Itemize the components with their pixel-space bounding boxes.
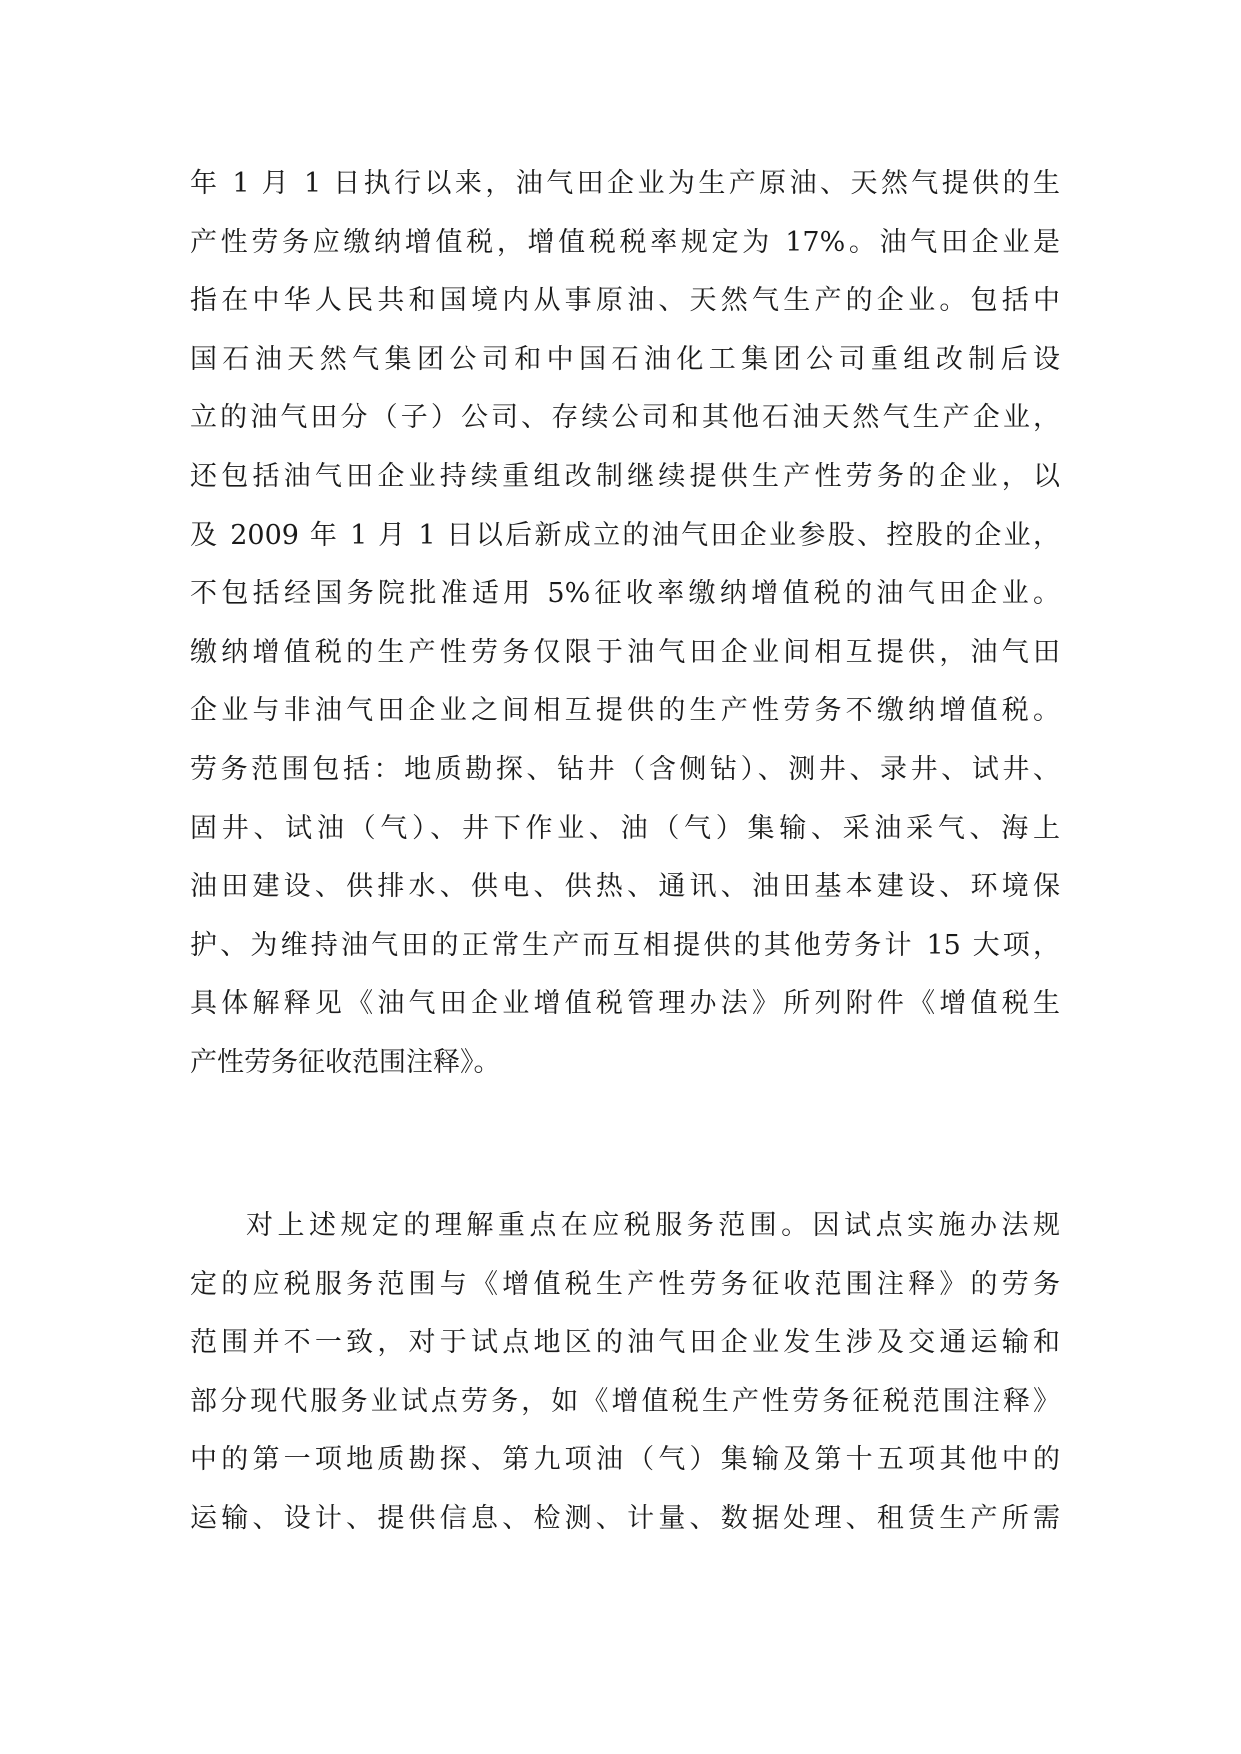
paragraph-line: 护、为维持油气田的正常生产而互相提供的其他劳务计 15 大项， (190, 929, 1060, 961)
paragraph-line: 范围并不一致，对于试点地区的油气田企业发生涉及交通运输和 (190, 1327, 1060, 1359)
paragraph-line: 国石油天然气集团公司和中国石油化工集团公司重组改制后设 (190, 343, 1060, 375)
paragraph-1 (190, 155, 1060, 1093)
paragraph-line: 产性劳务应缴纳增值税，增值税税率规定为 17%。油气田企业是 (190, 226, 1060, 258)
paragraph-line: 不包括经国务院批准适用 5%征收率缴纳增值税的油气田企业。 (190, 578, 1060, 610)
paragraph-line: 指在中华人民共和国境内从事原油、天然气生产的企业。包括中 (190, 285, 1060, 317)
paragraph-line: 固井、试油（气）、井下作业、油（气）集输、采油采气、海上 (190, 812, 1060, 844)
paragraph-line: 还包括油气田企业持续重组改制继续提供生产性劳务的企业，以 (190, 460, 1060, 492)
paragraph-line: 具体解释见《油气田企业增值税管理办法》所列附件《增值税生 (190, 988, 1060, 1020)
paragraph-line: 产性劳务征收范围注释》。 (190, 1046, 501, 1078)
paragraph-line: 定的应税服务范围与《增值税生产性劳务征收范围注释》的劳务 (190, 1268, 1060, 1300)
paragraph-line: 中的第一项地质勘探、第九项油（气）集输及第十五项其他中的 (190, 1444, 1060, 1476)
paragraph-line: 及 2009 年 1 月 1 日以后新成立的油气田企业参股、控股的企业， (190, 519, 1060, 551)
paragraph-2 (190, 1197, 1060, 1549)
paragraph-line: 对上述规定的理解重点在应税服务范围。因试点实施办法规 (246, 1210, 1060, 1241)
paragraph-line: 部分现代服务业试点劳务，如《增值税生产性劳务征税范围注释》 (190, 1385, 1060, 1417)
paragraph-line: 年 1 月 1 日执行以来，油气田企业为生产原油、天然气提供的生 (190, 168, 1060, 199)
paragraph-line: 立的油气田分（子）公司、存续公司和其他石油天然气生产企业， (190, 402, 1060, 434)
paragraph-line: 企业与非油气田企业之间相互提供的生产性劳务不缴纳增值税。 (190, 695, 1060, 727)
paragraph-line: 劳务范围包括：地质勘探、钻井（含侧钻）、测井、录井、试井、 (190, 753, 1060, 785)
paragraph-line: 运输、设计、提供信息、检测、计量、数据处理、租赁生产所需 (190, 1502, 1060, 1534)
paragraph-line: 油田建设、供排水、供电、供热、通讯、油田基本建设、环境保 (190, 871, 1060, 903)
paragraph-line: 缴纳增值税的生产性劳务仅限于油气田企业间相互提供，油气田 (190, 636, 1060, 668)
